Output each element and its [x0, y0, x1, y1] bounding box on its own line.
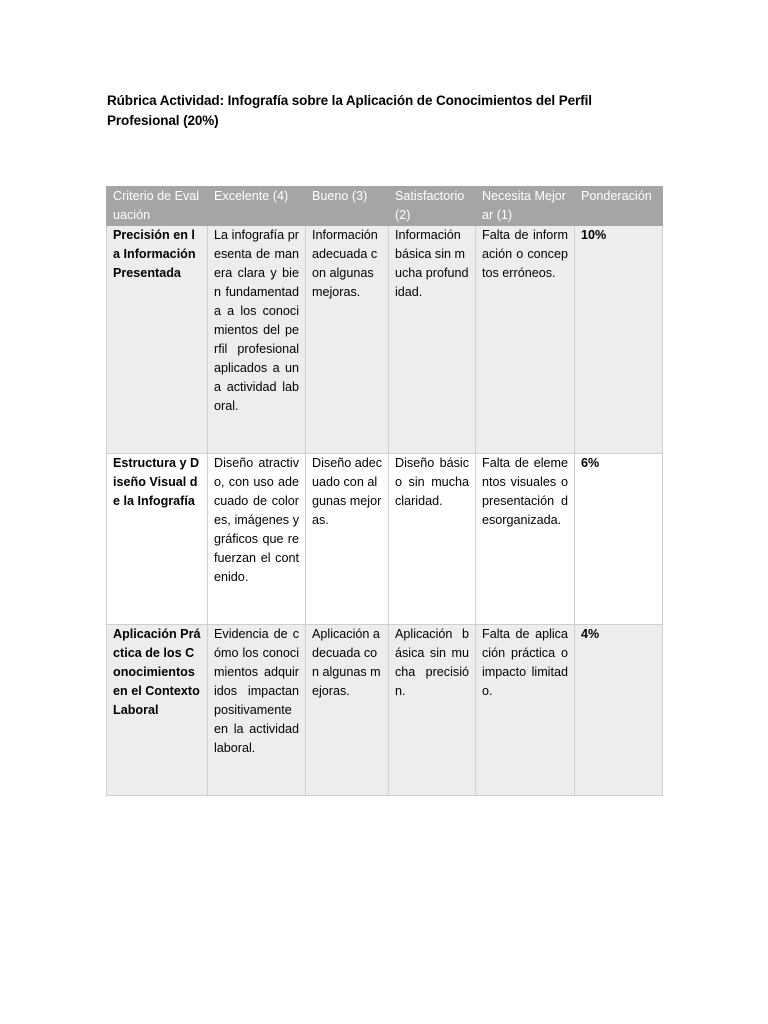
needs-improvement-cell: Falta de información o conceptos erróneos. — [476, 226, 575, 454]
table-row — [107, 226, 663, 454]
good-cell: Información adecuada con algunas mejoras. — [306, 226, 389, 454]
satisfactory-cell: Aplicación básica sin mucha precisión. — [389, 625, 476, 796]
table-row — [107, 625, 663, 796]
good-cell: Diseño adecuado con algunas mejoras. — [306, 454, 389, 625]
needs-improvement-cell: Falta de aplicación práctica o impacto limitado. — [476, 625, 575, 796]
good-cell: Aplicación adecuada con algunas mejoras. — [306, 625, 389, 796]
needs-improvement-cell: Falta de elementos visuales o presentación desorganizada. — [476, 454, 575, 625]
satisfactory-cell: Diseño básico sin mucha claridad. — [389, 454, 476, 625]
page-title: Rúbrica Actividad: Infografía sobre la Aplicación de Conocimientos del Perfil Profesional (20%) — [107, 93, 592, 128]
header-excellent: Excelente (4) — [208, 187, 306, 226]
rubric-table — [106, 186, 663, 796]
excellent-cell: Evidencia de cómo los conocimientos adquiridos impactan positivamente en la actividad laboral. — [208, 625, 306, 796]
satisfactory-cell: Información básica sin mucha profundidad. — [389, 226, 476, 454]
criterion-cell: Aplicación Práctica de los Conocimientos en el Contexto Laboral — [107, 625, 208, 796]
header-weight: Ponderación — [575, 187, 663, 226]
criterion-cell: Precisión en la Información Presentada — [107, 226, 208, 454]
header-good: Bueno (3) — [306, 187, 389, 226]
excellent-cell: Diseño atractivo, con uso adecuado de colores, imágenes y gráficos que refuerzan el contenido. — [208, 454, 306, 625]
weight-cell: 10% — [575, 226, 663, 454]
weight-cell: 4% — [575, 625, 663, 796]
table-header-row — [107, 187, 663, 226]
header-needs-improvement: Necesita Mejorar (1) — [476, 187, 575, 226]
excellent-cell: La infografía presenta de manera clara y bien fundamentada a los conocimientos del perfil profesional aplicados a una actividad laboral. — [208, 226, 306, 454]
criterion-cell: Estructura y Diseño Visual de la Infografía — [107, 454, 208, 625]
table-row — [107, 454, 663, 625]
weight-cell: 6% — [575, 454, 663, 625]
header-satisfactory: Satisfactorio (2) — [389, 187, 476, 226]
header-criterion: Criterio de Evaluación — [107, 187, 208, 226]
